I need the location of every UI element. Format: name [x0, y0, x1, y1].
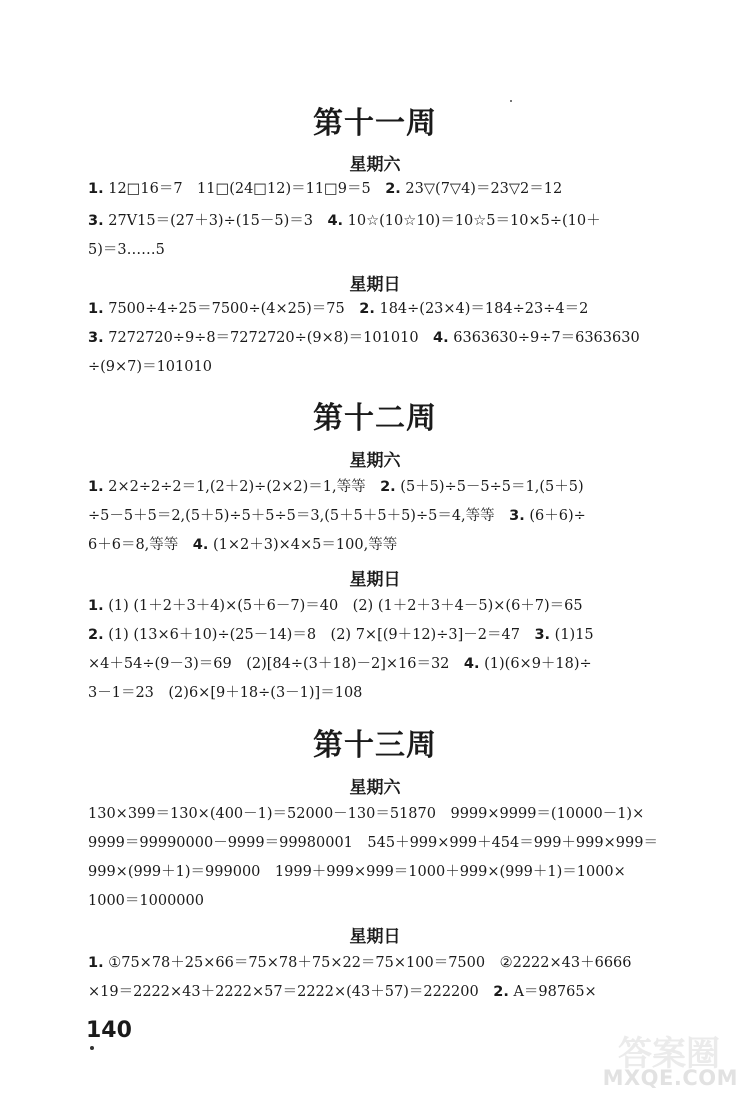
answer-text: A＝98765×: [508, 984, 597, 1000]
question-number: 1.: [88, 598, 104, 614]
answer-text: 1000＝1000000: [88, 893, 204, 909]
week-title: 第十一周: [313, 106, 437, 141]
answer-text: 7500÷4÷25＝7500÷(4×25)＝75: [103, 301, 360, 317]
answer-text: 5)＝3……5: [88, 242, 165, 258]
answer-line: [88, 596, 688, 616]
day-title: 星期六: [349, 155, 401, 175]
page-dot: [90, 1046, 94, 1050]
answer-text: 27V15＝(27＋3)÷(15－5)＝3: [103, 213, 328, 229]
question-number: 2.: [380, 479, 396, 495]
answer-line: [88, 477, 688, 497]
answer-text: 2×2÷2÷2＝1,(2＋2)÷(2×2)＝1,等等: [103, 479, 381, 495]
week-title: 第十二周: [313, 401, 437, 436]
answer-text: 3－1＝23 (2)6×[9＋18÷(3－1)]＝108: [88, 685, 363, 701]
question-number: 1.: [88, 301, 104, 317]
answer-line: [88, 211, 688, 231]
day-title: 星期六: [349, 451, 401, 471]
answer-line: [88, 953, 688, 973]
answer-line: [88, 804, 688, 824]
answer-text: 6363630÷9÷7＝6363630: [448, 330, 640, 346]
answer-text: (1) (1＋2＋3＋4)×(5＋6－7)＝40 (2) (1＋2＋3＋4－5)×(6＋7)＝65: [103, 598, 583, 614]
answer-line: [88, 240, 688, 260]
question-number: 3.: [509, 508, 525, 524]
answer-line: [88, 862, 688, 882]
answer-text: (1)(6×9＋18)÷: [479, 656, 592, 672]
answer-line: [88, 625, 688, 645]
answer-line: [88, 179, 688, 199]
day-title: 星期日: [349, 927, 401, 947]
week-title: 第十三周: [313, 728, 437, 763]
answer-text: 130×399＝130×(400－1)＝52000－130＝51870 9999×9999＝(10000－1)×: [88, 806, 645, 822]
question-number: 4.: [327, 213, 344, 229]
answer-line: [88, 535, 688, 555]
question-number: 4.: [463, 656, 480, 672]
question-number: 2.: [88, 627, 104, 643]
watermark-site: MXQE.COM: [602, 1066, 738, 1090]
answer-text: (1)15: [550, 627, 594, 643]
answer-text: ①75×78＋25×66＝75×78＋75×22＝75×100＝7500 ②2222×43＋6666: [103, 955, 632, 971]
answer-text: (5＋5)÷5－5÷5＝1,(5＋5): [395, 479, 584, 495]
question-number: 1.: [88, 955, 104, 971]
answer-text: 10☆(10☆10)＝10☆5＝10×5÷(10＋: [343, 213, 601, 229]
answer-text: (6＋6)÷: [524, 508, 586, 524]
answer-line: [88, 654, 688, 674]
answer-text: (1) (13×6＋10)÷(25－14)＝8 (2) 7×[(9＋12)÷3]－2＝47: [103, 627, 535, 643]
answer-text: 9999＝99990000－9999＝99980001 545＋999×999＋454＝999＋999×999＝: [88, 835, 658, 851]
answer-text: 6＋6＝8,等等: [88, 537, 193, 553]
answer-text: ×19＝2222×43＋2222×57＝2222×(43＋57)＝222200: [88, 984, 494, 1000]
answer-line: [88, 833, 688, 853]
answer-text: (1×2＋3)×4×5＝100,等等: [208, 537, 398, 553]
question-number: 4.: [192, 537, 209, 553]
watermark-logo: [602, 1026, 744, 1092]
question-number: 2.: [359, 301, 375, 317]
page-number: 140: [86, 1018, 132, 1043]
question-number: 2.: [493, 984, 509, 1000]
day-title: 星期六: [349, 778, 401, 798]
answer-line: [88, 328, 688, 348]
answer-line: [88, 982, 688, 1002]
answer-line: [88, 891, 688, 911]
day-title: 星期日: [349, 275, 401, 295]
day-title: 星期日: [349, 570, 401, 590]
answer-line: [88, 357, 688, 377]
answer-text: 23▽(7▽4)＝23▽2＝12: [400, 181, 563, 197]
question-number: 3.: [88, 330, 104, 346]
answer-text: ÷5－5＋5＝2,(5＋5)÷5＋5÷5＝3,(5＋5＋5＋5)÷5＝4,等等: [88, 508, 510, 524]
answer-text: 7272720÷9÷8＝7272720÷(9×8)＝101010: [103, 330, 434, 346]
answer-line: [88, 299, 688, 319]
answer-text: ÷(9×7)＝101010: [88, 359, 212, 375]
watermark-mark: 答案圈: [618, 1034, 720, 1074]
question-number: 2.: [385, 181, 401, 197]
answer-line: [88, 683, 688, 703]
question-number: 1.: [88, 479, 104, 495]
question-number: 4.: [433, 330, 449, 346]
answer-line: [88, 506, 688, 526]
answer-text: 999×(999＋1)＝999000 1999＋999×999＝1000＋999×(999＋1)＝1000×: [88, 864, 626, 880]
answer-text: ×4＋54÷(9－3)＝69 (2)[84÷(3＋18)－2]×16＝32: [88, 656, 464, 672]
question-number: 1.: [88, 181, 104, 197]
answer-text: 184÷(23×4)＝184÷23÷4＝2: [374, 301, 589, 317]
question-number: 3.: [88, 213, 104, 229]
answer-text: 12□16＝7 11□(24□12)＝11□9＝5: [103, 181, 386, 197]
question-number: 3.: [534, 627, 551, 643]
